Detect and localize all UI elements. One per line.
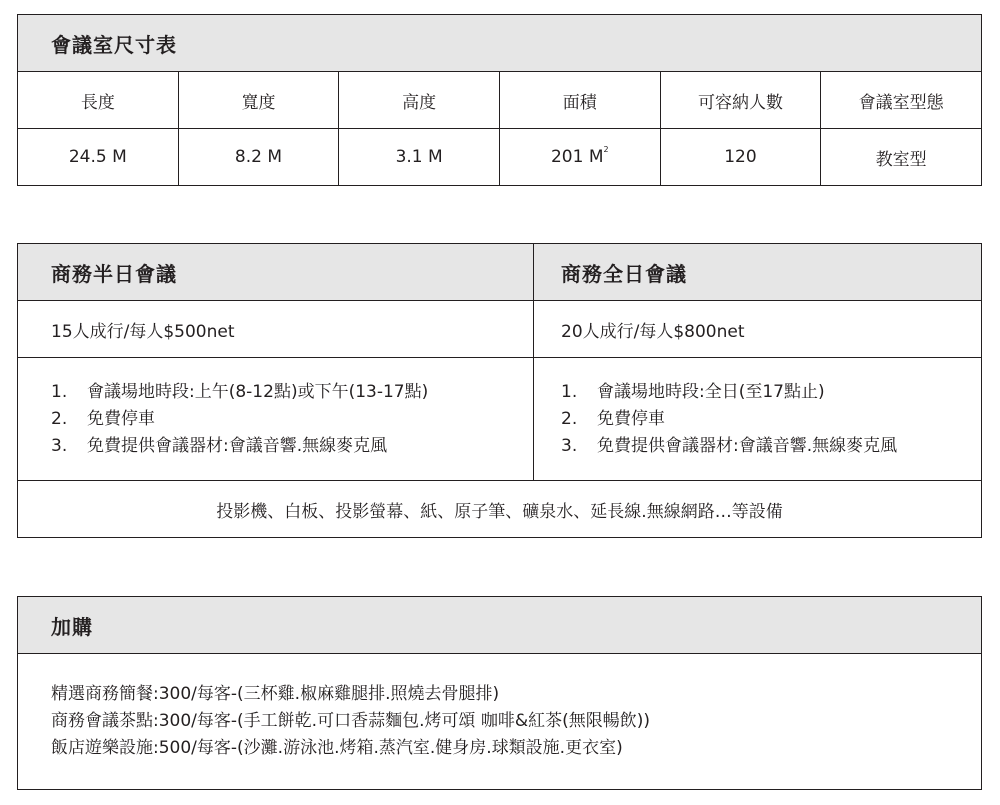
addon-body	[18, 654, 982, 790]
col-length-header: 長度	[18, 72, 179, 129]
col-area-header: 面積	[499, 72, 660, 129]
addon-item-facility: 飯店遊樂設施:500/每客-(沙灘.游泳池.烤箱.蒸汽室.健身房.球類設施.更衣室)	[51, 738, 623, 758]
full-day-price: 20人成行/每人$800net	[534, 301, 982, 358]
half-day-price: 15人成行/每人$500net	[18, 301, 534, 358]
package-price-row	[18, 301, 982, 358]
col-height-header: 高度	[339, 72, 500, 129]
full-day-title: 商務全日會議	[534, 244, 982, 301]
full-day-features	[534, 358, 982, 481]
list-item: 1. 會議場地時段:上午(8-12點)或下午(13-17點)	[51, 381, 429, 402]
height-value: 3.1 M	[339, 129, 500, 186]
half-day-features	[18, 358, 534, 481]
list-item: 2. 免費停車	[561, 408, 665, 429]
addon-item-snack: 商務會議茶點:300/每客-(手工餅乾.可口香蒜麵包.烤可頌 咖啡&紅茶(無限暢飲))	[51, 711, 651, 731]
package-feature-row	[18, 358, 982, 481]
list-item: 2. 免費停車	[51, 408, 155, 429]
half-day-feature-list	[51, 379, 533, 460]
half-day-title: 商務半日會議	[18, 244, 534, 301]
col-capacity-header: 可容納人數	[660, 72, 821, 129]
length-value: 24.5 M	[18, 129, 179, 186]
area-value: 201 M	[550, 147, 604, 167]
list-item: 3. 免費提供會議器材:會議音響.無線麥克風	[51, 435, 388, 456]
capacity-value: 120	[660, 129, 821, 186]
meeting-package-table	[17, 243, 982, 538]
addon-item-meal: 精選商務簡餐:300/每客-(三杯雞.椒麻雞腿排.照燒去骨腿排)	[51, 684, 500, 704]
room-size-header-row	[18, 72, 982, 129]
width-value: 8.2 M	[178, 129, 339, 186]
room-type-value: 教室型	[821, 129, 982, 186]
list-item: 3. 免費提供會議器材:會議音響.無線麥克風	[561, 435, 898, 456]
col-room-type-header: 會議室型態	[821, 72, 982, 129]
room-size-table	[17, 14, 982, 186]
room-size-value-row	[18, 129, 982, 186]
area-unit-superscript: 2	[603, 145, 609, 154]
equipment-list: 投影機、白板、投影螢幕、紙、原子筆、礦泉水、延長線.無線網路…等設備	[18, 481, 982, 538]
area-cell	[499, 129, 660, 186]
full-day-feature-list	[561, 379, 981, 460]
col-width-header: 寬度	[178, 72, 339, 129]
addon-title: 加購	[18, 597, 982, 654]
list-item: 1. 會議場地時段:全日(至17點止)	[561, 381, 825, 402]
room-size-title: 會議室尺寸表	[18, 15, 982, 72]
addon-table	[17, 596, 982, 790]
equipment-row	[18, 481, 982, 538]
